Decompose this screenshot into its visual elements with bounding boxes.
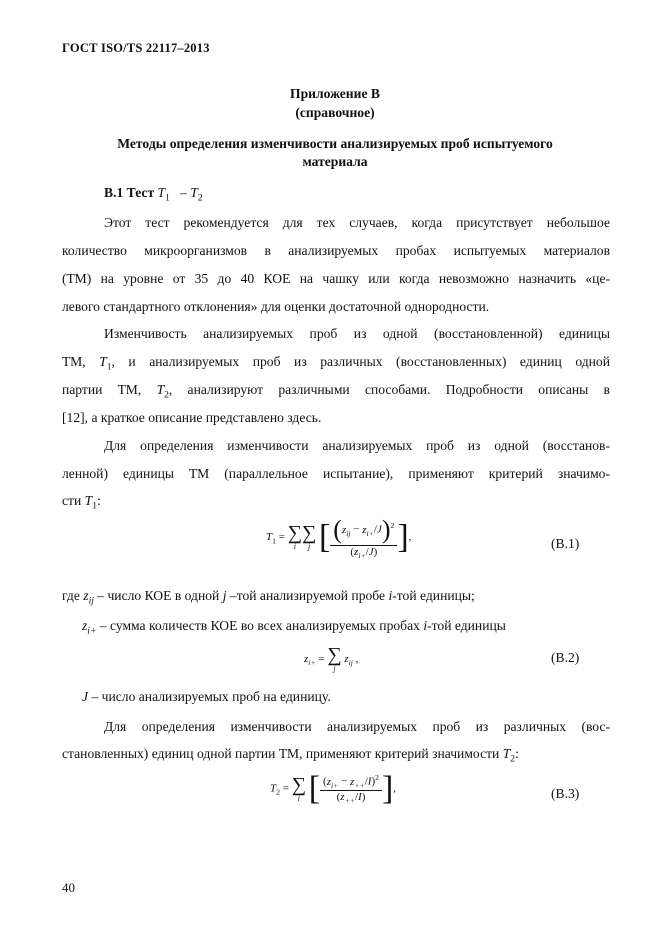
para3-line-3: сти $T_1$: — [62, 493, 101, 512]
formula-b2: $z_{i+}$ = ∑ j $z_{ij}$ , — [304, 644, 359, 673]
appendix-title: Приложение В — [290, 86, 380, 101]
para3-line-1: Для определения изменчивости анализируемых проб из одной (восстанов- — [104, 438, 610, 453]
para1-line-3: (ТМ) на уровне от 35 до 40 КОЕ на чашку или когда невозможно назначить «це- — [62, 271, 610, 286]
para1-line-2: количество микроорганизмов в анализируемых пробах испытуемых материалов — [62, 243, 610, 258]
document-header: ГОСТ ISO/TS 22117–2013 — [62, 41, 210, 55]
para2-line-4: [12], а краткое описание представлено здесь. — [62, 410, 322, 425]
para4-line-1: Для определения изменчивости анализируемых проб из различных (вос- — [104, 719, 610, 734]
equation-number-b2: (В.2) — [551, 650, 580, 665]
equation-number-b1: (В.1) — [551, 536, 580, 551]
para1-line-4: левого стандартного отклонения» для оценки достаточной однородности. — [62, 299, 490, 314]
where-line-2: $z_{i+}$ – сумма количеств КОЕ во всех анализируемых пробах i-той единицы — [82, 618, 506, 637]
section-title-line-1: Методы определения изменчивости анализируемых проб испытуемого — [117, 136, 553, 151]
formula-b1: $T_1$ = ∑ i ∑ j [ $\frac{(z_{ij} - z_{i+}/J)^2}{(z_{i+}/J)}$ ], — [266, 515, 412, 561]
para1-line-1: Этот тест рекомендуется для тех случаев, когда присутствует небольшое — [104, 215, 610, 230]
subsection-label: В.1 Тест — [104, 185, 155, 200]
equation-number-b3: (В.3) — [551, 786, 580, 801]
where-line-3: J – число анализируемых проб на единицу. — [82, 689, 331, 704]
formula-b3: $T_2$ = ∑ i [ $\frac{(z_{i+} - z_{++}/I)^2}{(z_{++}/I)}$ ], — [270, 770, 397, 807]
para2-line-2: ТМ, $T_1$, и анализируемых проб из различных (восстановленных) единиц одной — [62, 354, 610, 373]
page-number: 40 — [62, 880, 75, 895]
para4-line-2: становленных) единиц одной партии ТМ, применяют критерий значимости $T_2$: — [62, 746, 519, 765]
para2-line-3: партии ТМ, $T_2$, анализируют различными способами. Подробности описаны в — [62, 382, 610, 401]
para2-line-1: Изменчивость анализируемых проб из одной (восстановленной) единицы — [104, 326, 610, 341]
subsection-heading: В.1 Тест $T_1 - T_2$ — [104, 185, 203, 204]
where-line-1: где $z_{ij}$ – число КОЕ в одной j –той анализируемой пробе i-той единицы; — [62, 588, 475, 607]
appendix-type: (справочное) — [295, 105, 375, 120]
section-title-line-2: материала — [302, 154, 368, 169]
para3-line-2: ленной) единицы ТМ (параллельное испытание), применяют критерий значимо- — [62, 466, 610, 481]
